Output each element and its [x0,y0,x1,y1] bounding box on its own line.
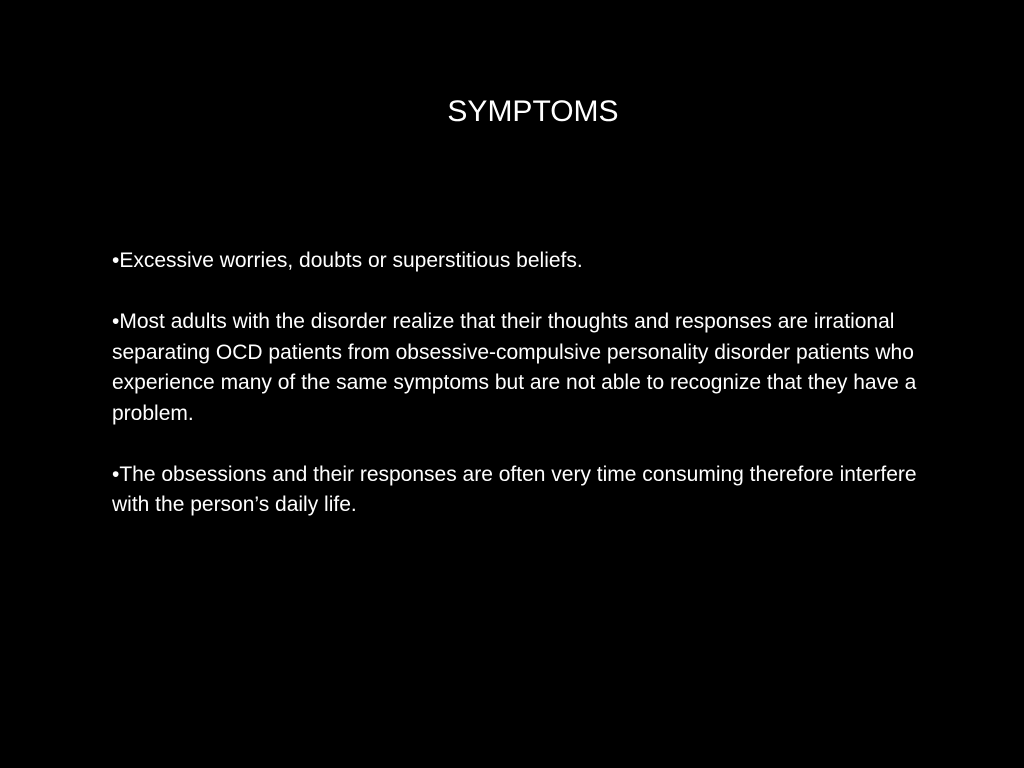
slide-title: SYMPTOMS [447,95,619,128]
bullet-item-worries: •Excessive worries, doubts or superstitious beliefs. [112,249,583,272]
bullet-list [112,246,942,521]
bullet-item-time-consuming: •The obsessions and their responses are often very time consuming therefore interfere with the person’s daily life. [112,462,917,516]
bullet-item-irrational-awareness: •Most adults with the disorder realize that their thoughts and responses are irrational separating OCD patients from obsessive-compulsive personality disorder patients who experience many of the same symptoms but are not able to recognize that they have a problem. [112,310,917,425]
